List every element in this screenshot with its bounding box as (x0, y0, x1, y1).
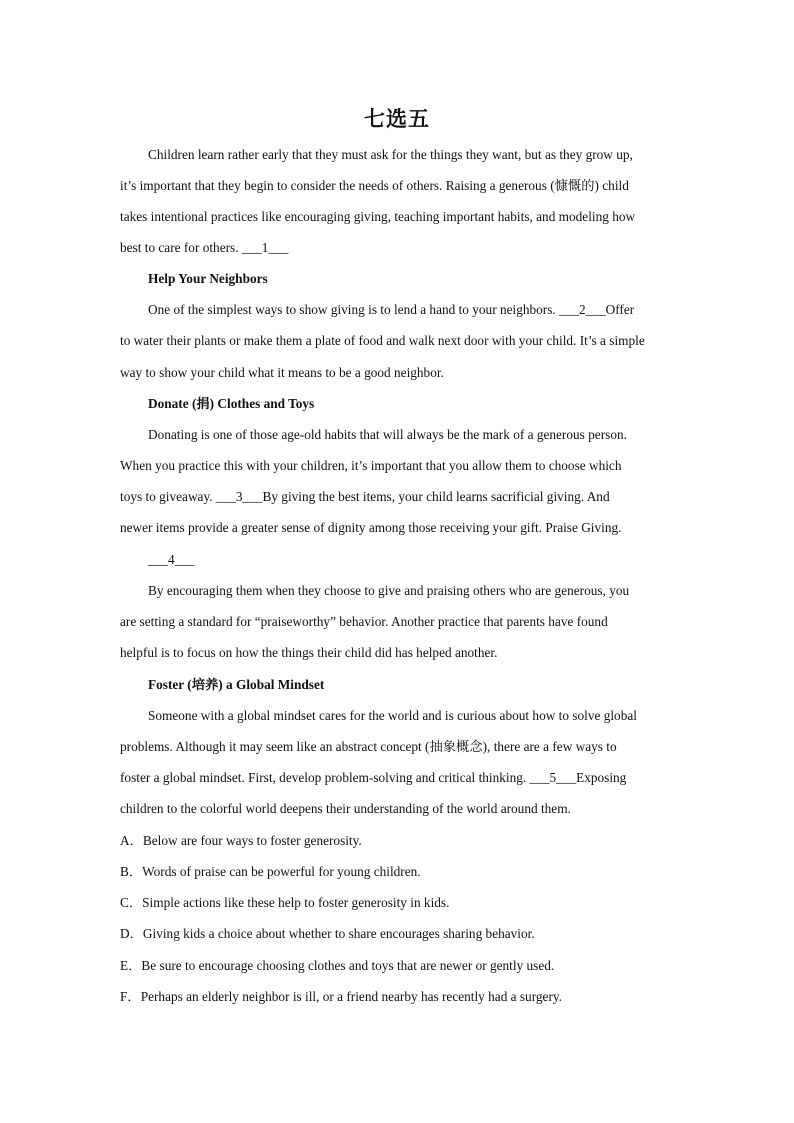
paragraph-line: By encouraging them when they choose to give and praising others who are generous, you (148, 583, 630, 598)
paragraph-text: toys to giveaway. (120, 489, 213, 504)
paragraph-line: Someone with a global mindset cares for the world and is curious about how to solve global (148, 708, 637, 723)
option-f: F．Perhaps an elderly neighbor is ill, or a friend nearby has recently had a surgery. (120, 989, 562, 1004)
paragraph-line (120, 489, 680, 505)
paragraph-text: Exposing (576, 770, 627, 785)
option-c: C．Simple actions like these help to foster generosity in kids. (120, 895, 450, 910)
paragraph-line: to water their plants or make them a plate of food and walk next door with your child. It’s a simple (120, 333, 645, 348)
option-b: B．Words of praise can be powerful for young children. (120, 864, 421, 879)
paragraph-line (120, 240, 680, 256)
paragraph-text: foster a global mindset. First, develop problem-solving and critical thinking. (120, 770, 527, 785)
paragraph-line: problems. Although it may seem like an abstract concept (抽象概念), there are a few ways to (120, 739, 617, 754)
blank-5: ___5___ (529, 770, 577, 785)
paragraph-text: One of the simplest ways to show giving is to lend a hand to your neighbors. (148, 302, 556, 317)
paragraph-line: way to show your child what it means to be a good neighbor. (120, 365, 444, 380)
paragraph-line: When you practice this with your children, it’s important that you allow them to choose which (120, 458, 622, 473)
section-heading: Help Your Neighbors (148, 271, 268, 286)
paragraph-line: Donating is one of those age-old habits that will always be the mark of a generous person. (148, 427, 627, 442)
page-title: 七选五 (364, 107, 430, 131)
paragraph-text: By giving the best items, your child learns sacrificial giving. And (262, 489, 610, 504)
paragraph-line: newer items provide a greater sense of dignity among those receiving your gift. Praise Giving. (120, 520, 622, 535)
blank-2: ___2___ (559, 302, 606, 317)
paragraph-text: Offer (605, 302, 635, 317)
paragraph-line: are setting a standard for “praiseworthy” behavior. Another practice that parents have found (120, 614, 608, 629)
option-a: A．Below are four ways to foster generosity. (120, 833, 362, 848)
paragraph-line: it’s important that they begin to consider the needs of others. Raising a generous (慷慨的) child (120, 178, 629, 193)
section-heading: Donate (捐) Clothes and Toys (148, 396, 315, 411)
blank-1: ___1___ (241, 240, 289, 255)
paragraph-line (148, 302, 708, 318)
blank-4: ___4___ (148, 552, 195, 567)
blank-3: ___3___ (215, 489, 263, 504)
paragraph-line: helpful is to focus on how the things their child did has helped another. (120, 645, 498, 660)
paragraph-line (120, 770, 680, 786)
paragraph-line: takes intentional practices like encouraging giving, teaching important habits, and modeling how (120, 209, 636, 224)
section-heading: Foster (培养) a Global Mindset (148, 677, 325, 692)
option-e: E．Be sure to encourage choosing clothes and toys that are newer or gently used. (120, 958, 555, 973)
paragraph-line: children to the colorful world deepens their understanding of the world around them. (120, 801, 571, 816)
paragraph-text: best to care for others. (120, 240, 239, 255)
paragraph-line: Children learn rather early that they must ask for the things they want, but as they grow up, (148, 147, 633, 162)
option-d: D．Giving kids a choice about whether to share encourages sharing behavior. (120, 926, 535, 941)
